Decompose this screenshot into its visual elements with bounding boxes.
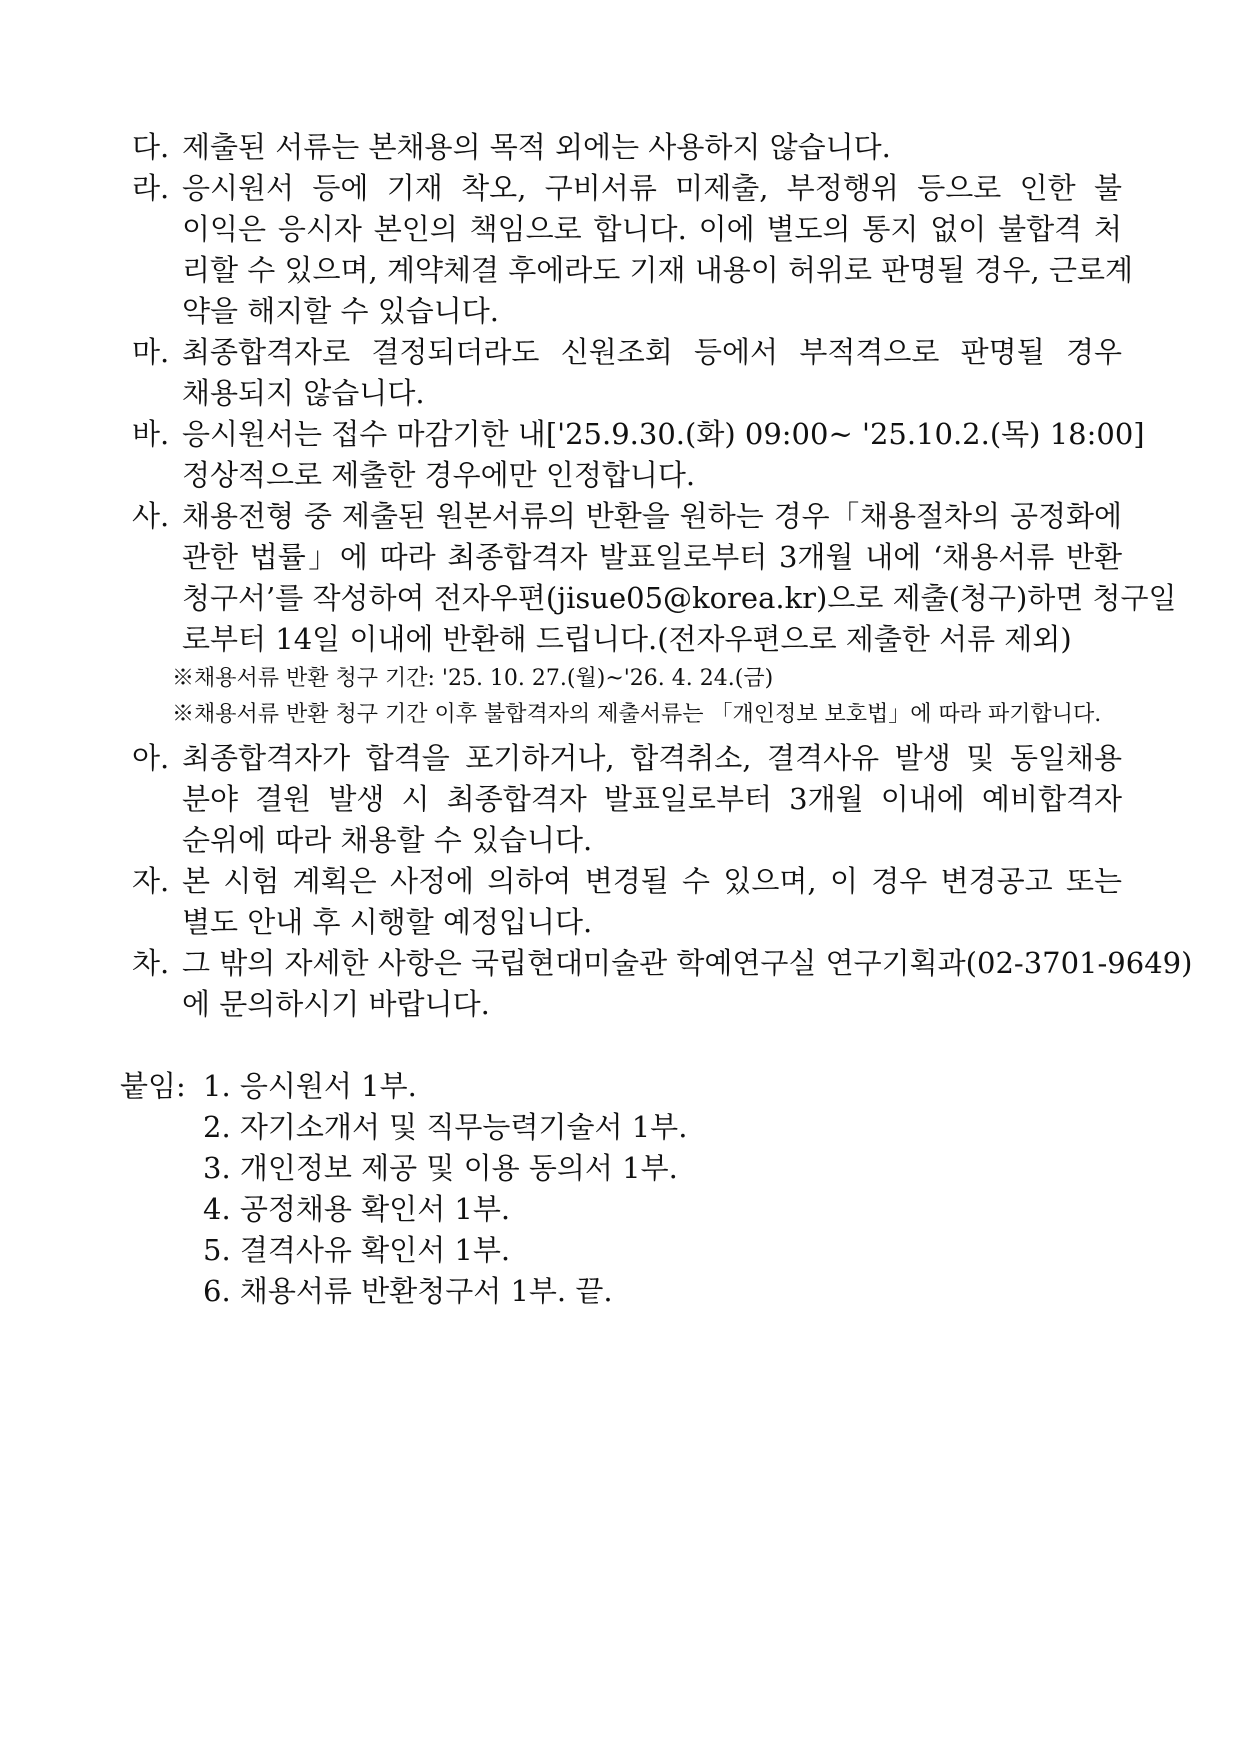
item-marker: 다. xyxy=(132,130,170,164)
attachments-label: 붙임: xyxy=(120,1069,186,1103)
item-line: 정상적으로 제출한 경우에만 인정합니다. xyxy=(182,458,696,492)
attachment-item: 2. 자기소개서 및 직무능력기술서 1부. xyxy=(203,1110,688,1144)
item-line: 채용되지 않습니다. xyxy=(182,376,425,410)
item-marker: 사. xyxy=(132,499,170,533)
item-marker: 차. xyxy=(132,946,170,980)
item-line: 순위에 따라 채용할 수 있습니다. xyxy=(182,823,593,857)
item-line: 이익은 응시자 본인의 책임으로 합니다. 이에 별도의 통지 없이 불합격 처 xyxy=(182,212,1122,246)
item-line: 약을 해지할 수 있습니다. xyxy=(182,294,500,328)
item-line: 리할 수 있으며, 계약체결 후에라도 기재 내용이 허위로 판명될 경우, 근로계 xyxy=(182,253,1134,287)
item-line: 분야 결원 발생 시 최종합격자 발표일로부터 3개월 이내에 예비합격자 xyxy=(182,782,1122,816)
item-line: 본 시험 계획은 사정에 의하여 변경될 수 있으며, 이 경우 변경공고 또는 xyxy=(182,864,1122,898)
item-marker: 바. xyxy=(132,417,170,451)
attachment-item: 1. 응시원서 1부. xyxy=(203,1069,417,1103)
item-line: 로부터 14일 이내에 반환해 드립니다.(전자우편으로 제출한 서류 제외) xyxy=(182,622,1072,656)
attachment-item: 5. 결격사유 확인서 1부. xyxy=(203,1233,511,1267)
item-line: 채용전형 중 제출된 원본서류의 반환을 원하는 경우「채용절차의 공정화에 xyxy=(182,499,1122,533)
item-line: 별도 안내 후 시행할 예정입니다. xyxy=(182,905,593,939)
item-line: 그 밖의 자세한 사항은 국립현대미술관 학예연구실 연구기획과(02-3701-9649) xyxy=(182,946,1193,980)
item-line: 제출된 서류는 본채용의 목적 외에는 사용하지 않습니다. xyxy=(182,130,891,164)
attachment-item: 3. 개인정보 제공 및 이용 동의서 1부. xyxy=(203,1151,678,1185)
item-line: 청구서’를 작성하여 전자우편(jisue05@korea.kr)으로 제출(청구)하면 청구일 xyxy=(182,581,1177,615)
item-marker: 자. xyxy=(132,864,170,898)
item-line: 응시원서는 접수 마감기한 내['25.9.30.(화) 09:00~ '25.10.2.(목) 18:00] xyxy=(182,417,1145,451)
item-line: 응시원서 등에 기재 착오, 구비서류 미제출, 부정행위 등으로 인한 불 xyxy=(182,171,1122,205)
item-line: 에 문의하시기 바랍니다. xyxy=(182,987,490,1021)
item-line: 관한 법률」에 따라 최종합격자 발표일로부터 3개월 내에 ‘채용서류 반환 xyxy=(182,540,1122,574)
item-marker: 마. xyxy=(132,335,170,369)
note-line: ※채용서류 반환 청구 기간: '25. 10. 27.(월)~'26. 4. 24.(금) xyxy=(172,666,774,691)
item-marker: 라. xyxy=(132,171,170,205)
item-marker: 아. xyxy=(132,741,170,775)
item-line: 최종합격자가 합격을 포기하거나, 합격취소, 결격사유 발생 및 동일채용 xyxy=(182,741,1122,775)
item-line: 최종합격자로 결정되더라도 신원조회 등에서 부적격으로 판명될 경우 xyxy=(182,335,1122,369)
attachment-item: 4. 공정채용 확인서 1부. xyxy=(203,1192,511,1226)
note-line: ※채용서류 반환 청구 기간 이후 불합격자의 제출서류는 「개인정보 보호법」에 따라 파기합니다. xyxy=(172,702,1102,727)
attachment-item: 6. 채용서류 반환청구서 1부. 끝. xyxy=(203,1274,613,1308)
